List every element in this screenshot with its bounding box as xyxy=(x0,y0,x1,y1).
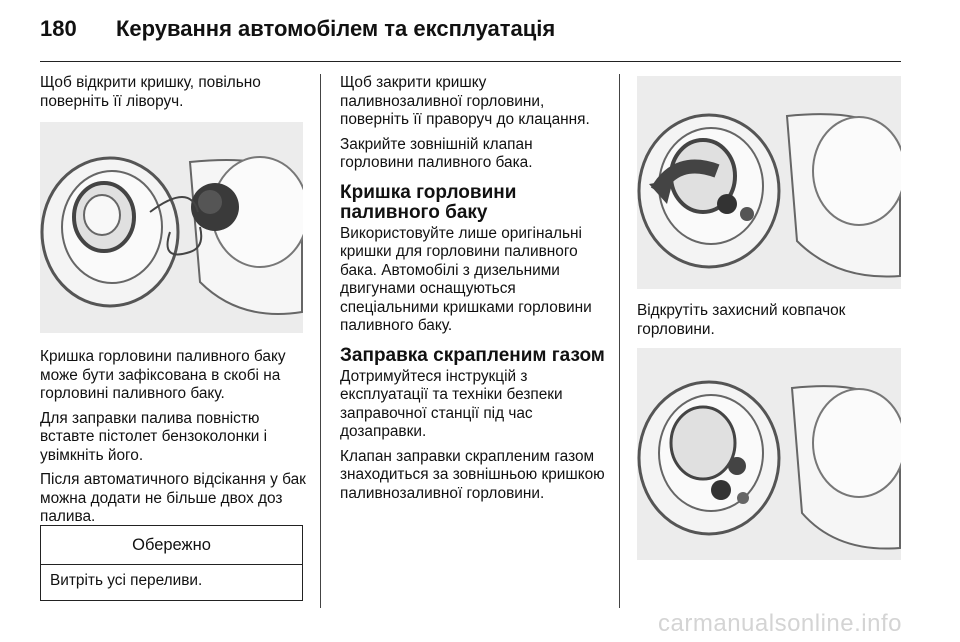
paragraph: Дотримуйтеся інструкцій з експлуатації та техніки безпеки заправочної станції під час дозаправки. xyxy=(340,367,563,440)
section-heading: Заправка скрапленим газом xyxy=(340,344,605,366)
warning-text: Витріть усі переливи. xyxy=(50,572,203,589)
paragraph: Відкрутіть захисний ковпачок горловини. xyxy=(637,302,846,338)
column-3 xyxy=(637,302,901,345)
warning-title: Обережно xyxy=(41,526,302,565)
paragraph: Для заправки палива повністю вставте пістолет бензоколонки і увімкніть його. xyxy=(40,409,268,464)
section-heading: Кришка горловини паливного баку xyxy=(340,181,517,223)
paragraph: Щоб відкрити кришку, повільно поверніть її ліворуч. xyxy=(40,74,261,110)
warning-box xyxy=(40,525,303,601)
page-number: 180 xyxy=(40,16,77,41)
watermark: carmanualsonline.info xyxy=(658,610,902,637)
column-1-lower xyxy=(40,348,308,533)
lpg-valve-cap-drawing xyxy=(637,348,901,560)
lpg-flap-drawing xyxy=(637,76,901,289)
paragraph: Використовуйте лише оригінальні кришки для горловини паливного бака. Автомобілі з дизельними двигунами оснащуються спеціальними кришками горловини паливного баку. xyxy=(340,224,592,334)
page-title: Керування автомобілем та експлуатація xyxy=(116,16,556,41)
fuel-cap-open-illustration xyxy=(40,122,303,333)
paragraph: Щоб закрити кришку паливнозаливної горловини, поверніть її праворуч до клацання. xyxy=(340,74,590,128)
column-divider xyxy=(320,74,321,608)
header-rule xyxy=(40,61,901,62)
paragraph: Кришка горловини паливного баку може бути зафіксована в скобі на горловині паливного баку. xyxy=(40,348,286,402)
lpg-valve-cap-illustration xyxy=(637,348,901,560)
column-1 xyxy=(40,74,308,117)
column-divider xyxy=(619,74,620,608)
paragraph: Клапан заправки скрапленим газом знаходиться за зовнішньою кришкою паливнозаливної горловини. xyxy=(340,447,605,502)
column-2 xyxy=(340,74,608,509)
fuel-cap-open-drawing xyxy=(40,122,303,333)
paragraph: Після автоматичного відсікання у бак можна додати не більше двох доз палива. xyxy=(40,471,306,525)
lpg-flap-illustration xyxy=(637,76,901,289)
paragraph: Закрийте зовнішній клапан горловини паливного бака. xyxy=(340,135,533,171)
